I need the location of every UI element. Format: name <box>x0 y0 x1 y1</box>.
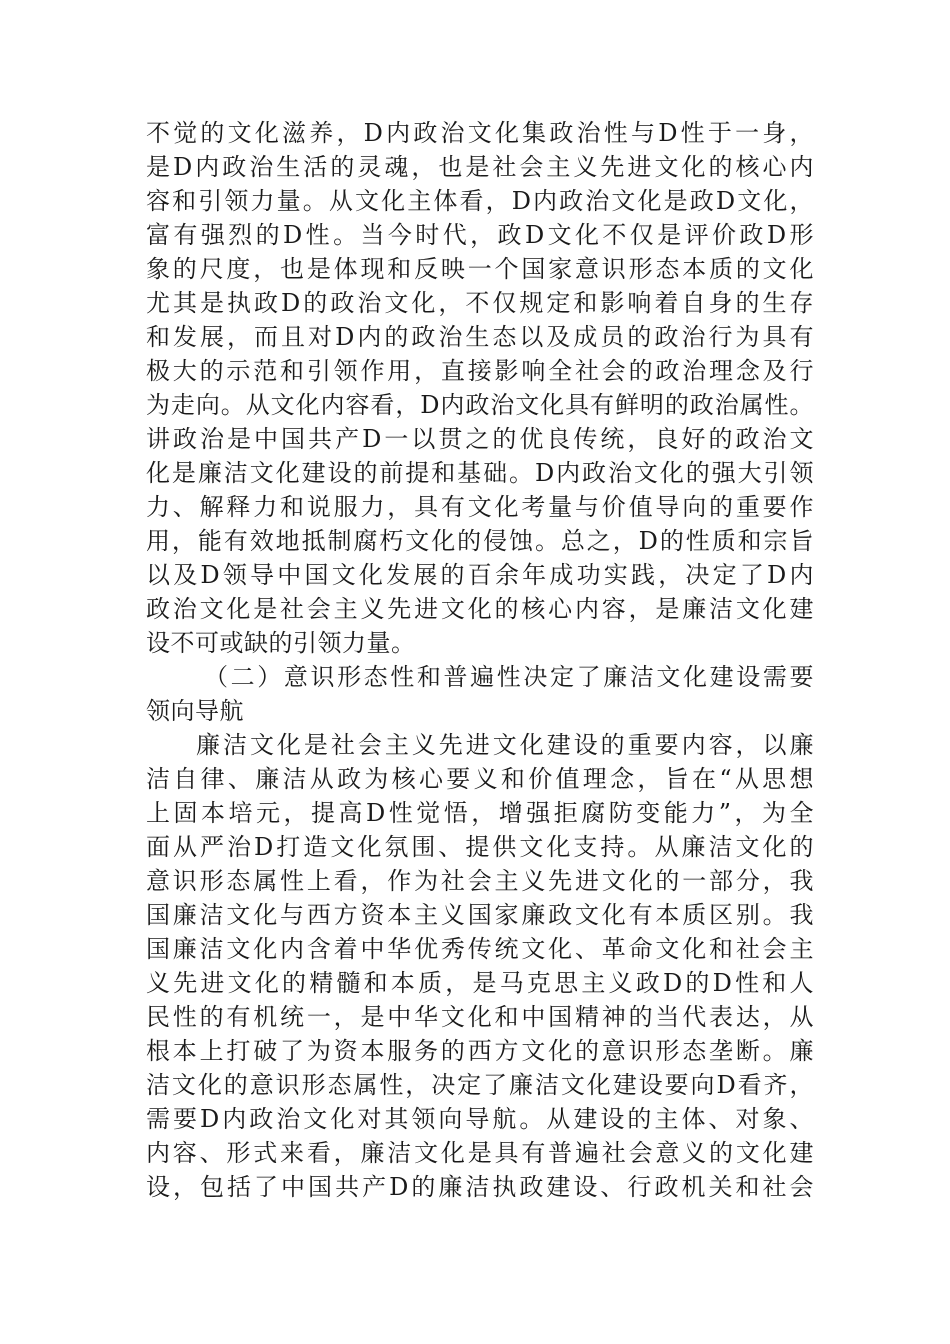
text-line: 洁自律、廉洁从政为核心要义和价值理念，旨在“从思想 <box>146 765 814 793</box>
heading-line: （二）意识形态性和普遍性决定了廉洁文化建设需要 <box>204 663 814 691</box>
text-line: 政治文化是社会主义先进文化的核心内容，是廉洁文化建 <box>146 595 814 623</box>
text-line: 富有强烈的D性。当今时代，政D文化不仅是评价政D形 <box>146 221 814 249</box>
text-line: 力、解释力和说服力，具有文化考量与价值导向的重要作 <box>146 493 814 521</box>
text-line: 为走向。从文化内容看，D内政治文化具有鲜明的政治属性。 <box>146 391 814 419</box>
text-line: 设不可或缺的引领力量。 <box>146 629 416 657</box>
text-line: 民性的有机统一，是中华文化和中国精神的当代表达，从 <box>146 1003 814 1031</box>
text-line: 化是廉洁文化建设的前提和基础。D内政治文化的强大引领 <box>146 459 814 487</box>
paragraph-1 <box>146 116 814 660</box>
section-heading <box>146 660 814 728</box>
text-line: 意识形态属性上看，作为社会主义先进文化的一部分，我 <box>146 867 814 895</box>
text-line: 国廉洁文化内含着中华优秀传统文化、革命文化和社会主 <box>146 935 814 963</box>
text-line: 极大的示范和引领作用，直接影响全社会的政治理念及行 <box>146 357 814 385</box>
text-line: 用，能有效地抵制腐朽文化的侵蚀。总之，D的性质和宗旨 <box>146 527 814 555</box>
text-line: 面从严治D打造文化氛围、提供文化支持。从廉洁文化的 <box>146 833 814 861</box>
text-line: 根本上打破了为资本服务的西方文化的意识形态垄断。廉 <box>146 1037 814 1065</box>
paragraph-2 <box>146 728 814 1204</box>
text-line: 和发展，而且对D内的政治生态以及成员的政治行为具有 <box>146 323 814 351</box>
text-line: 是D内政治生活的灵魂，也是社会主义先进文化的核心内 <box>146 153 814 181</box>
text-line: 象的尺度，也是体现和反映一个国家意识形态本质的文化 <box>146 255 814 283</box>
text-line: 洁文化的意识形态属性，决定了廉洁文化建设要向D看齐， <box>146 1071 814 1099</box>
text-line: 以及D领导中国文化发展的百余年成功实践，决定了D内 <box>146 561 814 589</box>
text-line: 讲政治是中国共产D一以贯之的优良传统，良好的政治文 <box>146 425 814 453</box>
heading-line: 领向导航 <box>146 697 244 725</box>
text-line: 不觉的文化滋养，D内政治文化集政治性与D性于一身， <box>146 119 814 147</box>
document-page <box>146 116 814 1204</box>
text-line: 尤其是执政D的政治文化，不仅规定和影响着自身的生存 <box>146 289 814 317</box>
text-line: 国廉洁文化与西方资本主义国家廉政文化有本质区别。我 <box>146 901 814 929</box>
text-line: 需要D内政治文化对其领向导航。从建设的主体、对象、 <box>146 1105 814 1133</box>
text-line: 容和引领力量。从文化主体看，D内政治文化是政D文化， <box>146 187 814 215</box>
text-line: 上固本培元，提高D性觉悟，增强拒腐防变能力”，为全 <box>146 799 814 827</box>
text-line: 义先进文化的精髓和本质，是马克思主义政D的D性和人 <box>146 969 814 997</box>
text-line: 内容、形式来看，廉洁文化是具有普遍社会意义的文化建 <box>146 1139 814 1167</box>
text-line: 廉洁文化是社会主义先进文化建设的重要内容，以廉 <box>196 731 814 759</box>
text-line: 设，包括了中国共产D的廉洁执政建设、行政机关和社会 <box>146 1173 814 1201</box>
